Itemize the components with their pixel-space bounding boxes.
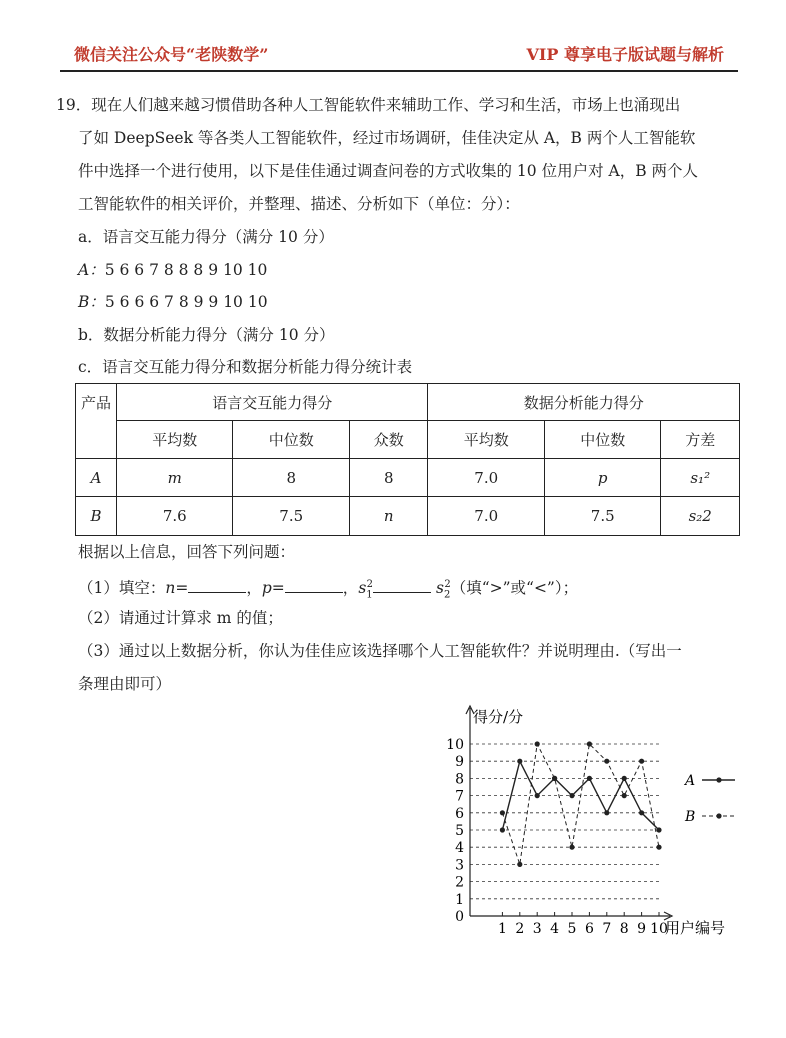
table-cell: 7.5 (233, 497, 349, 536)
legend-label: A (685, 773, 696, 789)
x-tick-label: 10 (650, 921, 668, 937)
legend-marker (716, 777, 721, 782)
table-cell: m (117, 459, 233, 497)
table-cell: 7.6 (117, 497, 233, 536)
q1-p: p= (261, 579, 285, 598)
x-tick-label: 6 (584, 921, 594, 937)
x-tick-label: 3 (532, 921, 542, 937)
data-point-B (517, 862, 522, 867)
q1-hint: （填“>”或“<”）； (450, 579, 579, 598)
data-point-B (622, 793, 627, 798)
score-line-chart (430, 700, 750, 945)
y-tick-label: 1 (455, 891, 464, 908)
y-tick-label: 10 (446, 737, 464, 753)
table-cell: 7.0 (428, 497, 544, 536)
statistics-table (75, 383, 740, 536)
a-scores-label: A： (78, 261, 105, 279)
table-row (76, 497, 740, 536)
question-1: （1）填空：n= ，p= ，$s_1^2$ $s_2^2$（填“>”或“<”）； (78, 579, 579, 601)
table-cell: 7.5 (544, 497, 660, 536)
x-axis-label: 用户编号 (665, 919, 726, 937)
data-point-B (639, 759, 644, 764)
a-scores-values: 5 6 6 7 8 8 8 9 10 10 (104, 261, 268, 279)
part-a-title: a．语言交互能力得分（满分 10 分） (78, 228, 334, 246)
data-point-B (604, 759, 609, 764)
y-tick-label: 0 (455, 909, 464, 925)
table-product-header: 产品 (76, 384, 117, 459)
data-point-A (517, 759, 522, 764)
y-tick-label: 7 (455, 788, 464, 805)
q1-blank-n[interactable] (188, 578, 246, 593)
table-group-data: 数据分析能力得分 (428, 384, 740, 421)
table-cell: 7.0 (428, 459, 544, 497)
header-right: VIP 尊享电子版试题与解析 (526, 45, 724, 64)
y-tick-label: 4 (455, 840, 464, 857)
intro-line-3: 件中选择一个进行使用，以下是佳佳通过调查问卷的方式收集的 10 位用户对 A，B 两个人 (78, 162, 699, 180)
table-col-header: 中位数 (233, 421, 349, 459)
table-col-header: 中位数 (544, 421, 660, 459)
data-point-B (500, 810, 505, 815)
y-axis-label: 得分/分 (473, 708, 524, 726)
table-col-header: 方差 (661, 421, 740, 459)
y-tick-label: 2 (455, 874, 464, 891)
table-cell: s₁² (661, 459, 740, 497)
data-point-A (604, 810, 609, 815)
table-cell: 8 (233, 459, 349, 497)
x-tick-label: 9 (637, 921, 647, 937)
series-line-B (502, 744, 659, 864)
part-b-title: b．数据分析能力得分（满分 10 分） (78, 326, 335, 344)
q1-s1: s (358, 579, 367, 598)
q1-s2: s (435, 579, 444, 598)
q1-prefix: （1）填空： (78, 579, 166, 598)
x-tick-label: 1 (497, 921, 507, 937)
table-cell: s₂2 (661, 497, 740, 536)
data-point-A (535, 793, 540, 798)
table-cell: A (76, 459, 117, 497)
data-point-A (622, 776, 627, 781)
y-tick-label: 3 (455, 857, 464, 874)
data-point-B (587, 741, 592, 746)
part-c-title: c．语言交互能力得分和数据分析能力得分统计表 (78, 358, 413, 376)
intro-line-4: 工智能软件的相关评价，并整理、描述、分析如下（单位：分）： (78, 195, 520, 213)
data-point-A (569, 793, 574, 798)
data-point-B (656, 845, 661, 850)
legend-label: B (685, 809, 696, 825)
q1-n: n= (165, 579, 189, 598)
table-col-header: 众数 (349, 421, 428, 459)
intro-line-1: 19．现在人们越来越习惯借助各种人工智能软件来辅助工作、学习和生活，市场上也涌现出 (56, 96, 681, 114)
table-group-language: 语言交互能力得分 (117, 384, 428, 421)
question-2: （2）请通过计算求 m 的值； (78, 609, 283, 627)
x-tick-label: 7 (602, 921, 612, 937)
data-point-B (569, 845, 574, 850)
b-scores (78, 292, 268, 312)
question-3-line-2: 条理由即可） (78, 675, 172, 693)
data-point-A (639, 810, 644, 815)
table-col-header: 平均数 (428, 421, 544, 459)
table-cell: p (544, 459, 660, 497)
x-tick-label: 2 (515, 921, 525, 937)
y-tick-label: 6 (455, 805, 464, 822)
header-divider (60, 70, 738, 72)
y-tick-label: 8 (455, 771, 464, 788)
data-point-B (535, 741, 540, 746)
x-tick-label: 4 (550, 921, 560, 937)
x-tick-label: 5 (567, 921, 577, 937)
questions-lead: 根据以上信息，回答下列问题： (78, 543, 296, 561)
question-3-line-1: （3）通过以上数据分析，你认为佳佳应该选择哪个人工智能软件？并说明理由.（写出一 (78, 642, 682, 660)
table-row (76, 459, 740, 497)
y-tick-label: 5 (455, 823, 464, 839)
data-point-B (552, 776, 557, 781)
data-point-A (587, 776, 592, 781)
header-left: 微信关注公众号“老陕数学” (74, 45, 269, 64)
q1-blank-compare[interactable] (373, 578, 431, 593)
y-tick-label: 9 (455, 754, 464, 771)
intro-line-2: 了如 DeepSeek 等各类人工智能软件，经过市场调研，佳佳决定从 A，B 两个人工智能软 (78, 129, 696, 147)
b-scores-values: 5 6 6 6 7 8 9 9 10 10 (104, 293, 268, 311)
table-cell: n (349, 497, 428, 536)
table-cell: 8 (349, 459, 428, 497)
table-cell: B (76, 497, 117, 536)
data-point-A (656, 827, 661, 832)
legend-marker (716, 813, 721, 818)
b-scores-label: B： (78, 293, 105, 311)
data-point-A (500, 827, 505, 832)
table-col-header: 平均数 (117, 421, 233, 459)
q1-blank-p[interactable] (285, 578, 343, 593)
a-scores (78, 260, 267, 280)
x-tick-label: 8 (619, 921, 629, 937)
